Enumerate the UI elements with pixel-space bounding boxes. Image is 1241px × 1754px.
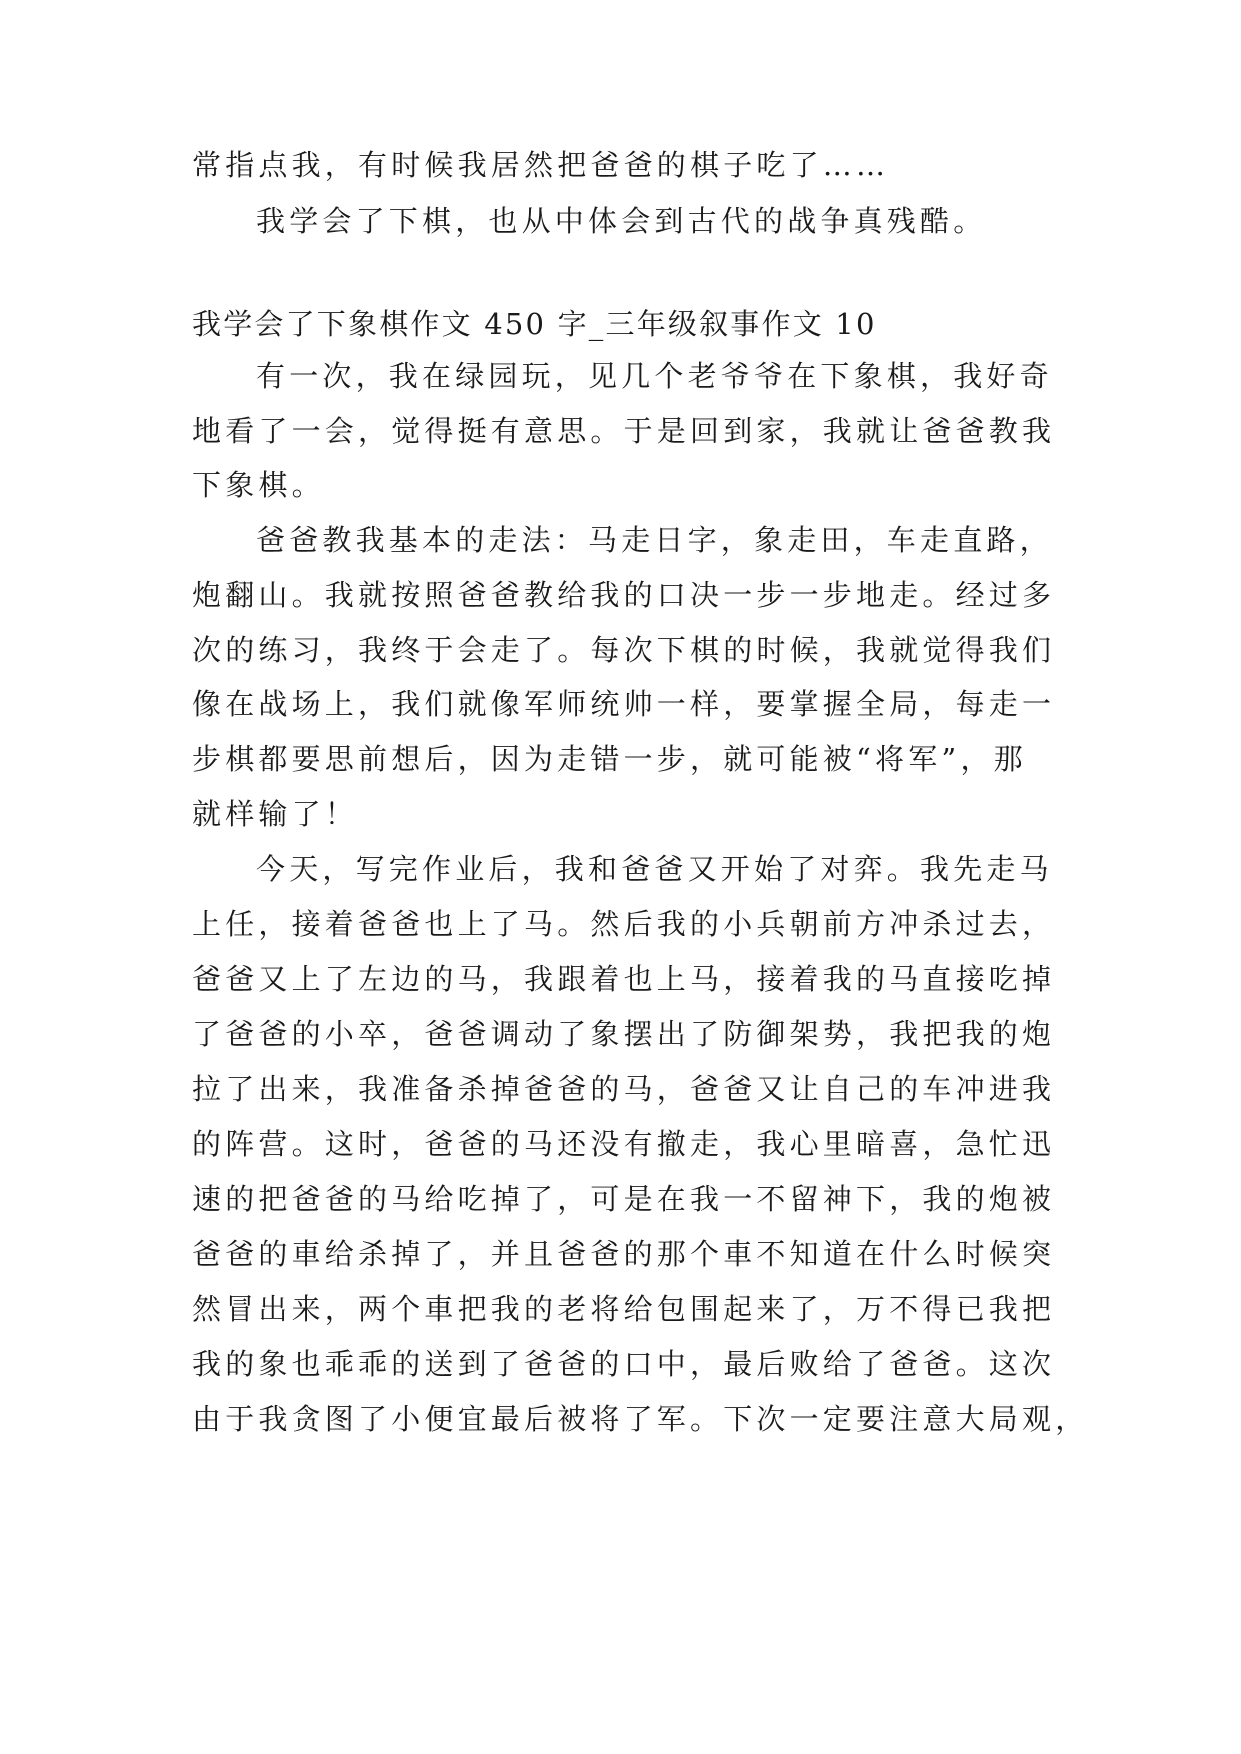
paragraph-line: 拉了出来，我准备杀掉爸爸的马，爸爸又让自己的车冲进我 bbox=[192, 1072, 1056, 1106]
paragraph-line: 我的象也乖乖的送到了爸爸的口中，最后败给了爸爸。这次 bbox=[192, 1347, 1056, 1381]
paragraph-line: 了爸爸的小卒，爸爸调动了象摆出了防御架势，我把我的炮 bbox=[192, 1017, 1056, 1051]
paragraph-line: 就样输了！ bbox=[192, 797, 359, 831]
paragraph-line: 下象棋。 bbox=[192, 468, 325, 502]
paragraph-line: 炮翻山。我就按照爸爸教给我的口决一步一步地走。经过多 bbox=[192, 578, 1056, 612]
paragraph-line: 速的把爸爸的马给吃掉了，可是在我一不留神下，我的炮被 bbox=[192, 1182, 1056, 1216]
paragraph-line: 今天，写完作业后，我和爸爸又开始了对弈。我先走马 bbox=[256, 852, 1053, 886]
paragraph-line: 爸爸教我基本的走法：马走日字，象走田，车走直路， bbox=[256, 523, 1053, 557]
paragraph-line: 常指点我，有时候我居然把爸爸的棋子吃了…… bbox=[192, 148, 890, 182]
paragraph-line: 爸爸的車给杀掉了，并且爸爸的那个車不知道在什么时候突 bbox=[192, 1237, 1056, 1271]
paragraph-line: 上任，接着爸爸也上了马。然后我的小兵朝前方冲杀过去， bbox=[192, 907, 1056, 941]
paragraph-line: 然冒出来，两个車把我的老将给包围起来了，万不得已我把 bbox=[192, 1292, 1056, 1326]
paragraph-line: 爸爸又上了左边的马，我跟着也上马，接着我的马直接吃掉 bbox=[192, 962, 1056, 996]
paragraph-line: 有一次，我在绿园玩，见几个老爷爷在下象棋，我好奇 bbox=[256, 359, 1053, 393]
article-title: 我学会了下象棋作文 450 字_三年级叙事作文 10 bbox=[192, 307, 877, 341]
paragraph-line: 我学会了下棋，也从中体会到古代的战争真残酷。 bbox=[256, 204, 987, 238]
paragraph-line: 像在战场上，我们就像军师统帅一样，要掌握全局，每走一 bbox=[192, 687, 1056, 721]
paragraph-line: 步棋都要思前想后，因为走错一步，就可能被“将军”，那 bbox=[192, 742, 1027, 776]
paragraph-line: 次的练习，我终于会走了。每次下棋的时候，我就觉得我们 bbox=[192, 633, 1056, 667]
paragraph-line: 地看了一会，觉得挺有意思。于是回到家，我就让爸爸教我 bbox=[192, 414, 1056, 448]
paragraph-line: 由于我贪图了小便宜最后被将了军。下次一定要注意大局观， bbox=[192, 1402, 1089, 1436]
paragraph-line: 的阵营。这时，爸爸的马还没有撤走，我心里暗喜，急忙迅 bbox=[192, 1127, 1056, 1161]
